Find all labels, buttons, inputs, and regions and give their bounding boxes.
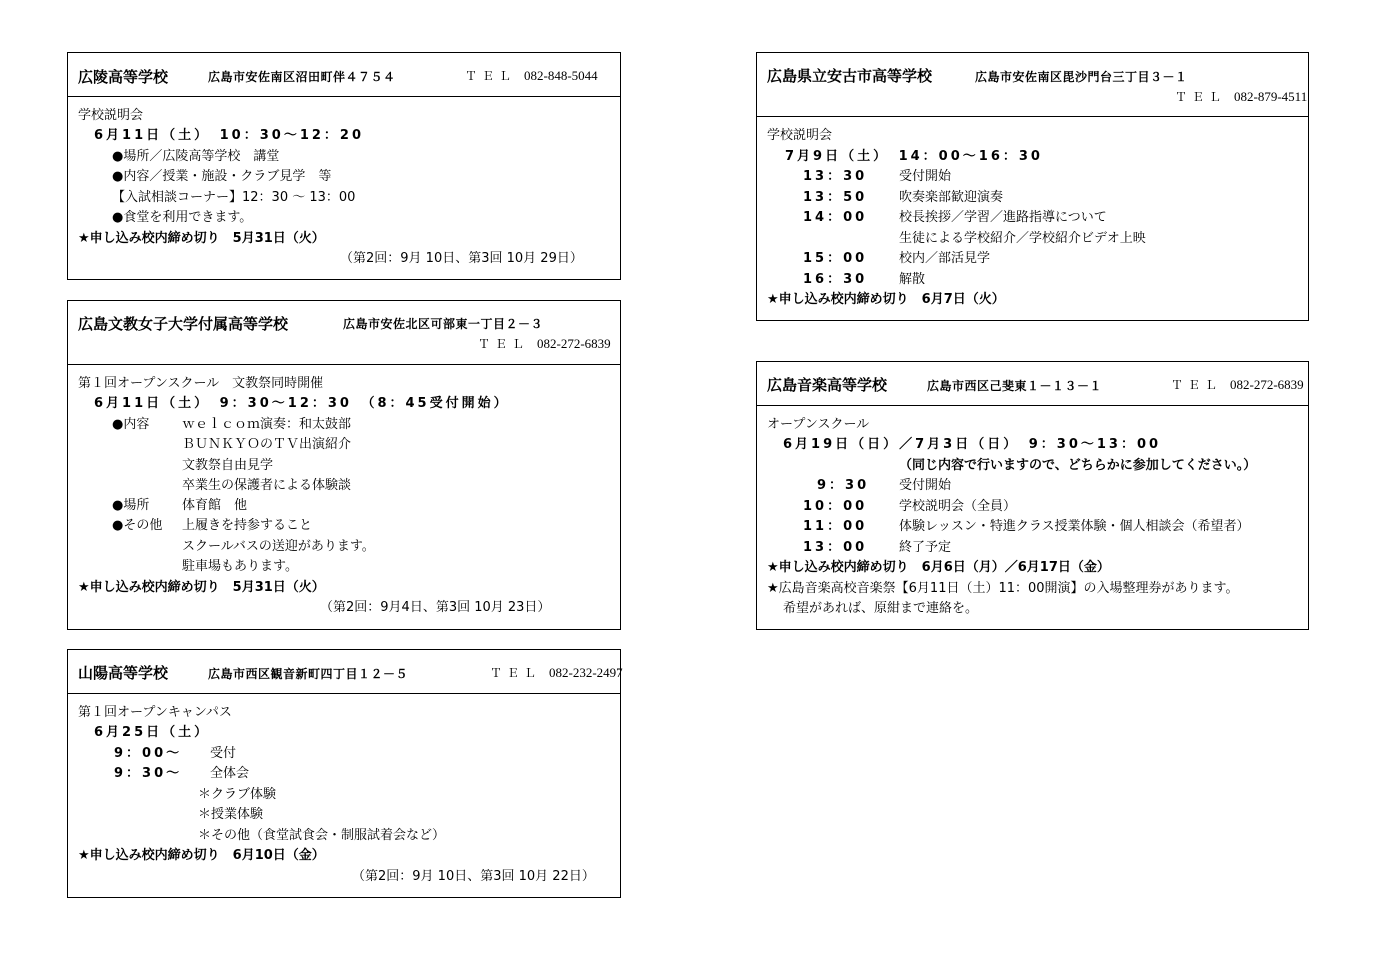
schedule-time: 9：30	[817, 478, 870, 493]
event-title: 第１回オープンキャンパス	[78, 705, 232, 720]
school-tel	[465, 67, 598, 84]
schedule-time: 13：30	[803, 169, 868, 184]
next-sessions: （第2回：9月 10日、第3回 10月 22日）	[352, 869, 595, 884]
event-note: （同じ内容で行いますので、どちらかに参加してください。）	[899, 458, 1257, 473]
schedule-time: 13：00	[803, 540, 868, 555]
item-label: ●内容	[112, 417, 150, 432]
item-detail: ＢＵＮＫＹＯのＴＶ出演紹介	[182, 437, 352, 452]
school-header	[757, 53, 1308, 117]
event-title: 第１回オープンスクール 文教祭同時開催	[78, 376, 324, 391]
schedule-item: ＊クラブ体験	[198, 787, 277, 802]
schedule-item: 校内／部活見学	[899, 251, 991, 266]
schedule-item: 解散	[899, 272, 926, 287]
schedule-time: 11：00	[803, 519, 868, 534]
item-detail: 体育館 他	[182, 498, 248, 513]
school-address: 広島市安佐南区沼田町伴４７５４	[208, 70, 396, 84]
tel-label: ＴＥＬ	[490, 666, 542, 680]
schedule-item: 生徒による学校紹介／学校紹介ビデオ上映	[899, 231, 1146, 246]
school-box-koryo	[67, 52, 621, 280]
event-title: 学校説明会	[767, 128, 833, 143]
event-title: 学校説明会	[78, 108, 144, 123]
school-name: 山陽高等学校	[78, 664, 169, 682]
school-tel	[1171, 376, 1304, 393]
schedule-time: 15：00	[803, 251, 868, 266]
item-detail: 駐車場もあります。	[182, 559, 298, 574]
school-address: 広島市安佐南区毘沙門台三丁目３－１	[975, 70, 1188, 84]
event-date: 6月25日（土）	[94, 725, 211, 740]
deadline: ★申し込み校内締め切り 6月10日（金）	[78, 848, 325, 863]
next-sessions: （第2回：9月4日、第3回 10月 23日）	[320, 600, 551, 615]
concert-note: ★広島音楽高校音楽祭【6月11日（土）11：00開演】の入場整理券があります。	[767, 581, 1239, 596]
tel-number: 082-272-6839	[1230, 377, 1304, 392]
deadline: ★申し込み校内締め切り 5月31日（火）	[78, 231, 325, 246]
item-detail: 卒業生の保護者による体験談	[182, 478, 352, 493]
school-name: 広島音楽高等学校	[767, 376, 888, 394]
school-address: 広島市西区己斐東１－１３－１	[927, 379, 1103, 393]
event-date: 7月9日（土） 14：00～16：30	[785, 149, 1043, 164]
school-address: 広島市西区観音新町四丁目１２－５	[208, 667, 409, 681]
event-date: 6月11日（土） 9：30～12：30 （8：45受付開始）	[94, 396, 510, 411]
schedule-item: ＊その他（食堂試食会・制服試着会など）	[198, 828, 446, 843]
item-label: ●場所	[112, 498, 150, 513]
school-box-bunkyo	[67, 300, 621, 630]
school-header	[68, 650, 623, 694]
school-box-akiichi	[756, 52, 1309, 321]
schedule-time: 13：50	[803, 190, 868, 205]
tel-label: ＴＥＬ	[465, 69, 517, 83]
tel-number: 082-272-6839	[537, 336, 611, 351]
school-header	[68, 301, 620, 365]
item-detail: ｗｅｌｃｏｍ演奏：和太鼓部	[182, 417, 352, 432]
next-sessions: （第2回：9月 10日、第3回 10月 29日）	[340, 251, 583, 266]
schedule-time: 9：00～	[114, 746, 183, 761]
event-detail: ●内容／授業・施設・クラブ見学 等	[112, 169, 332, 184]
deadline: ★申し込み校内締め切り 5月31日（火）	[78, 580, 325, 595]
schedule-time: 9：30～	[114, 766, 183, 781]
tel-number: 082-879-4511	[1234, 89, 1308, 104]
deadline: ★申し込み校内締め切り 6月6日（月）／6月17日（金）	[767, 560, 1110, 575]
contact-note: 希望があれば、原紺まで連絡を。	[783, 601, 979, 616]
schedule-time: 14：00	[803, 210, 868, 225]
item-detail: 文教祭自由見学	[182, 458, 274, 473]
tel-number: 082-232-2497	[549, 665, 623, 680]
school-name: 広陵高等学校	[78, 68, 169, 86]
event-detail: 【入試相談コーナー】12：30 ～ 13：00	[112, 190, 356, 205]
schedule-item: ＊授業体験	[198, 807, 264, 822]
school-tel	[1175, 88, 1307, 105]
event-date: 6月11日（土） 10：30～12：20	[94, 128, 364, 143]
tel-label: ＴＥＬ	[1175, 90, 1227, 104]
school-header	[757, 362, 1308, 406]
school-tel	[490, 664, 623, 681]
schedule-item: 全体会	[210, 766, 250, 781]
school-header	[68, 53, 620, 97]
schedule-item: 吹奏楽部歓迎演奏	[899, 190, 1004, 205]
schedule-time: 16：30	[803, 272, 868, 287]
schedule-time: 10：00	[803, 499, 868, 514]
schedule-item: 受付開始	[899, 169, 952, 184]
tel-label: ＴＥＬ	[1171, 378, 1223, 392]
event-detail: ●場所／広陵高等学校 講堂	[112, 149, 280, 164]
item-detail: 上履きを持参すること	[182, 518, 313, 533]
schedule-item: 終了予定	[899, 540, 952, 555]
event-title: オープンスクール	[767, 417, 870, 432]
event-date: 6月19日（日）／7月3日（日） 9：30～13：00	[783, 437, 1162, 452]
tel-label: ＴＥＬ	[478, 337, 530, 351]
tel-number: 082-848-5044	[524, 68, 598, 83]
schedule-item: 校長挨拶／学習／進路指導について	[899, 210, 1107, 225]
school-name: 広島県立安古市高等学校	[767, 67, 933, 85]
schedule-item: 受付	[210, 746, 237, 761]
school-box-sanyo	[67, 649, 621, 898]
schedule-item: 体験レッスン・特進クラス授業体験・個人相談会（希望者）	[899, 519, 1250, 534]
item-label: ●その他	[112, 518, 163, 533]
schedule-item: 受付開始	[899, 478, 952, 493]
school-address: 広島市安佐北区可部東一丁目２－３	[343, 317, 544, 331]
item-detail: スクールバスの送迎があります。	[182, 539, 375, 554]
deadline: ★申し込み校内締め切り 6月7日（火）	[767, 292, 1005, 307]
school-tel	[478, 335, 611, 352]
school-name: 広島文教女子大学付属高等学校	[78, 315, 289, 333]
schedule-item: 学校説明会（全員）	[899, 499, 1017, 514]
school-box-ongaku	[756, 361, 1309, 630]
event-detail: ●食堂を利用できます。	[112, 210, 253, 225]
